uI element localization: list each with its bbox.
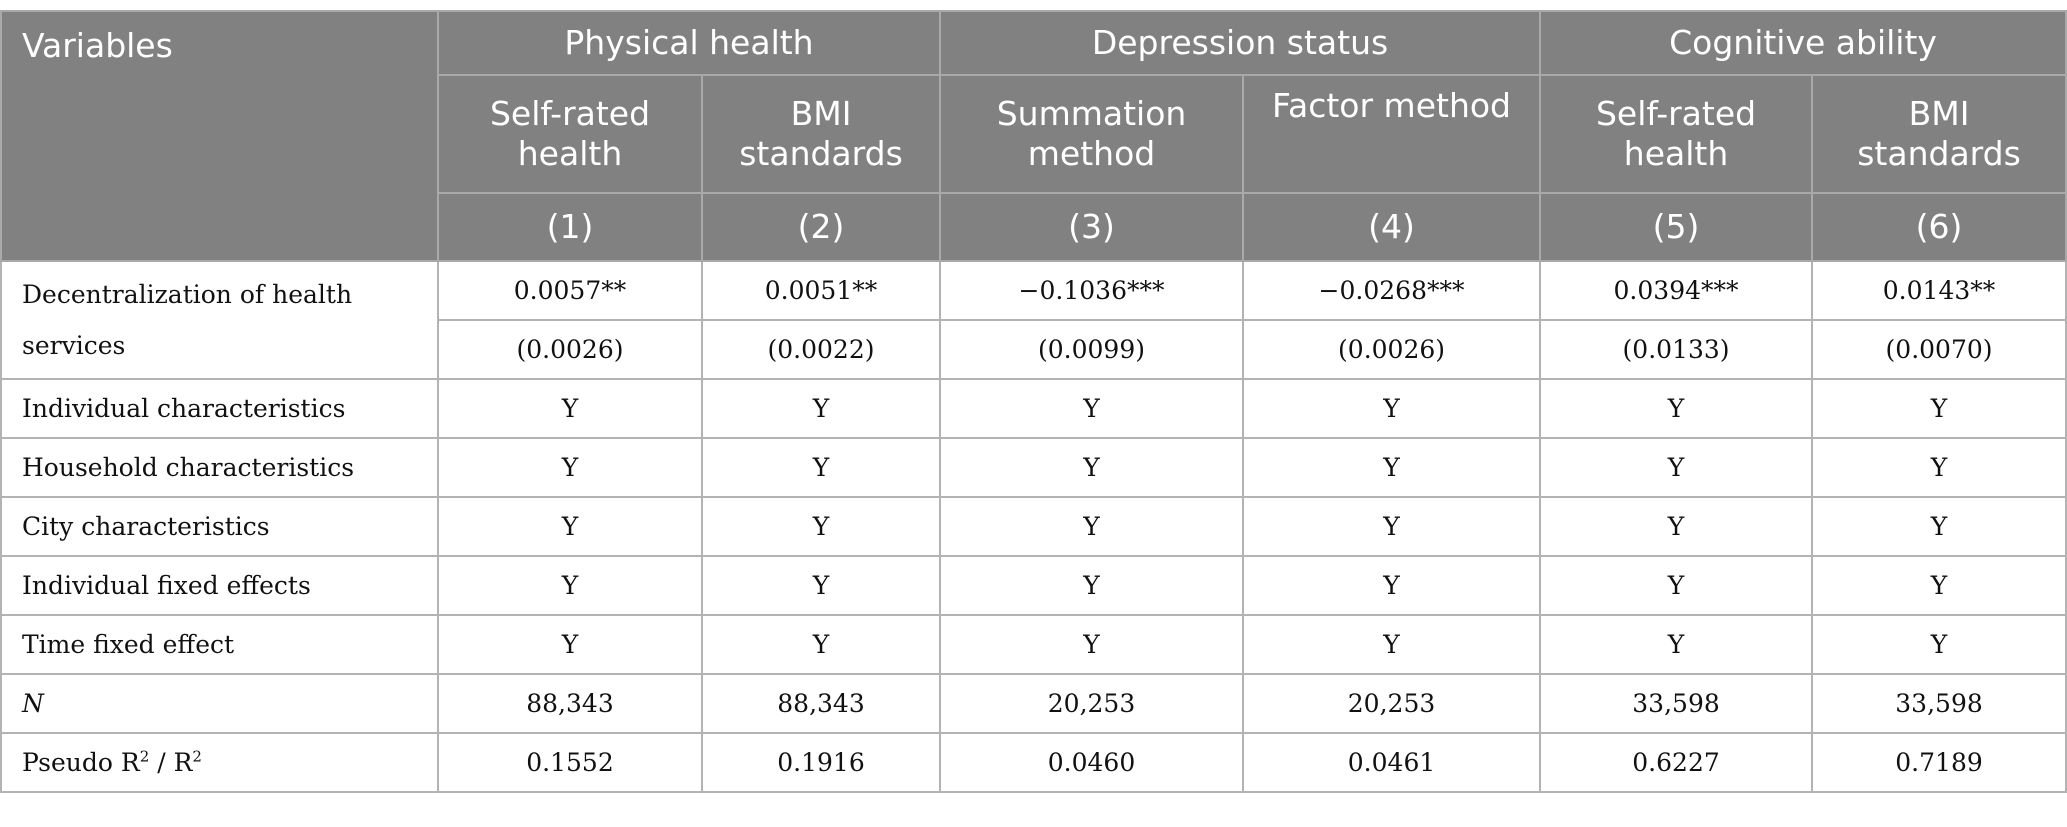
n-cell: 33,598 — [1812, 674, 2066, 733]
control-cell: Y — [438, 615, 702, 674]
control-cell: Y — [940, 615, 1243, 674]
r2-cell: 0.0461 — [1243, 733, 1540, 792]
row-label-pseudo-r2: Pseudo $R^2 / R^2$ — [1, 733, 438, 792]
control-cell: Y — [438, 438, 702, 497]
regression-table-container — [0, 10, 2065, 793]
coef-cell: −0.0268*** — [1243, 261, 1540, 320]
control-cell: Y — [1540, 556, 1812, 615]
subheader-col-2: BMI standards — [702, 75, 940, 193]
subheader-col-3: Summation method — [940, 75, 1243, 193]
column-number-5: (5) — [1540, 193, 1812, 261]
n-cell: 88,343 — [702, 674, 940, 733]
control-cell: Y — [940, 497, 1243, 556]
column-number-4: (4) — [1243, 193, 1540, 261]
coef-cell: 0.0143** — [1812, 261, 2066, 320]
control-cell: Y — [940, 438, 1243, 497]
control-cell: Y — [1243, 497, 1540, 556]
table-row-individual-characteristics — [1, 379, 2066, 438]
control-cell: Y — [1243, 615, 1540, 674]
control-cell: Y — [1812, 379, 2066, 438]
subheader-col-1: Self-rated health — [438, 75, 702, 193]
n-cell: 20,253 — [1243, 674, 1540, 733]
column-number-3: (3) — [940, 193, 1243, 261]
control-cell: Y — [702, 379, 940, 438]
control-cell: Y — [702, 497, 940, 556]
row-label-decentralization: Decentralization of health services — [1, 261, 438, 379]
group-header-depression-status: Depression status — [940, 11, 1540, 75]
r2-cell: 0.0460 — [940, 733, 1243, 792]
control-cell: Y — [702, 556, 940, 615]
control-cell: Y — [1540, 497, 1812, 556]
control-cell: Y — [940, 379, 1243, 438]
variables-header: Variables — [1, 11, 438, 261]
control-cell: Y — [702, 615, 940, 674]
coef-cell: 0.0051** — [702, 261, 940, 320]
control-cell: Y — [1243, 556, 1540, 615]
control-cell: Y — [1812, 556, 2066, 615]
column-number-2: (2) — [702, 193, 940, 261]
table-header — [1, 11, 2066, 261]
row-label: City characteristics — [1, 497, 438, 556]
row-label: Time fixed effect — [1, 615, 438, 674]
row-label-n: N — [1, 674, 438, 733]
table-body — [1, 261, 2066, 792]
table-row-pseudo-r2 — [1, 733, 2066, 792]
header-row-groups — [1, 11, 2066, 75]
row-label: Individual characteristics — [1, 379, 438, 438]
control-cell: Y — [1812, 615, 2066, 674]
control-cell: Y — [438, 497, 702, 556]
subheader-col-4: Factor method — [1243, 75, 1540, 193]
column-number-6: (6) — [1812, 193, 2066, 261]
control-cell: Y — [438, 556, 702, 615]
r2-cell: 0.7189 — [1812, 733, 2066, 792]
column-number-1: (1) — [438, 193, 702, 261]
regression-results-table — [0, 10, 2067, 793]
table-row-time-fixed-effect — [1, 615, 2066, 674]
n-cell: 20,253 — [940, 674, 1243, 733]
std-error-cell: (0.0070) — [1812, 320, 2066, 379]
coef-cell: −0.1036*** — [940, 261, 1243, 320]
coef-cell: 0.0394*** — [1540, 261, 1812, 320]
control-cell: Y — [1243, 379, 1540, 438]
control-cell: Y — [438, 379, 702, 438]
table-row-city-characteristics — [1, 497, 2066, 556]
table-row-decentralization-coef — [1, 261, 2066, 320]
table-row-household-characteristics — [1, 438, 2066, 497]
subheader-col-6: BMI standards — [1812, 75, 2066, 193]
group-header-physical-health: Physical health — [438, 11, 940, 75]
r2-cell: 0.6227 — [1540, 733, 1812, 792]
subheader-col-5: Self-rated health — [1540, 75, 1812, 193]
r2-cell: 0.1552 — [438, 733, 702, 792]
control-cell: Y — [702, 438, 940, 497]
std-error-cell: (0.0026) — [1243, 320, 1540, 379]
std-error-cell: (0.0133) — [1540, 320, 1812, 379]
control-cell: Y — [1243, 438, 1540, 497]
control-cell: Y — [1812, 497, 2066, 556]
n-cell: 33,598 — [1540, 674, 1812, 733]
row-label: Individual fixed effects — [1, 556, 438, 615]
group-header-cognitive-ability: Cognitive ability — [1540, 11, 2066, 75]
row-label: Household characteristics — [1, 438, 438, 497]
control-cell: Y — [940, 556, 1243, 615]
r2-cell: 0.1916 — [702, 733, 940, 792]
coef-cell: 0.0057** — [438, 261, 702, 320]
control-cell: Y — [1812, 438, 2066, 497]
std-error-cell: (0.0026) — [438, 320, 702, 379]
n-cell: 88,343 — [438, 674, 702, 733]
std-error-cell: (0.0022) — [702, 320, 940, 379]
control-cell: Y — [1540, 379, 1812, 438]
std-error-cell: (0.0099) — [940, 320, 1243, 379]
control-cell: Y — [1540, 438, 1812, 497]
table-row-individual-fixed-effects — [1, 556, 2066, 615]
table-row-n — [1, 674, 2066, 733]
control-cell: Y — [1540, 615, 1812, 674]
